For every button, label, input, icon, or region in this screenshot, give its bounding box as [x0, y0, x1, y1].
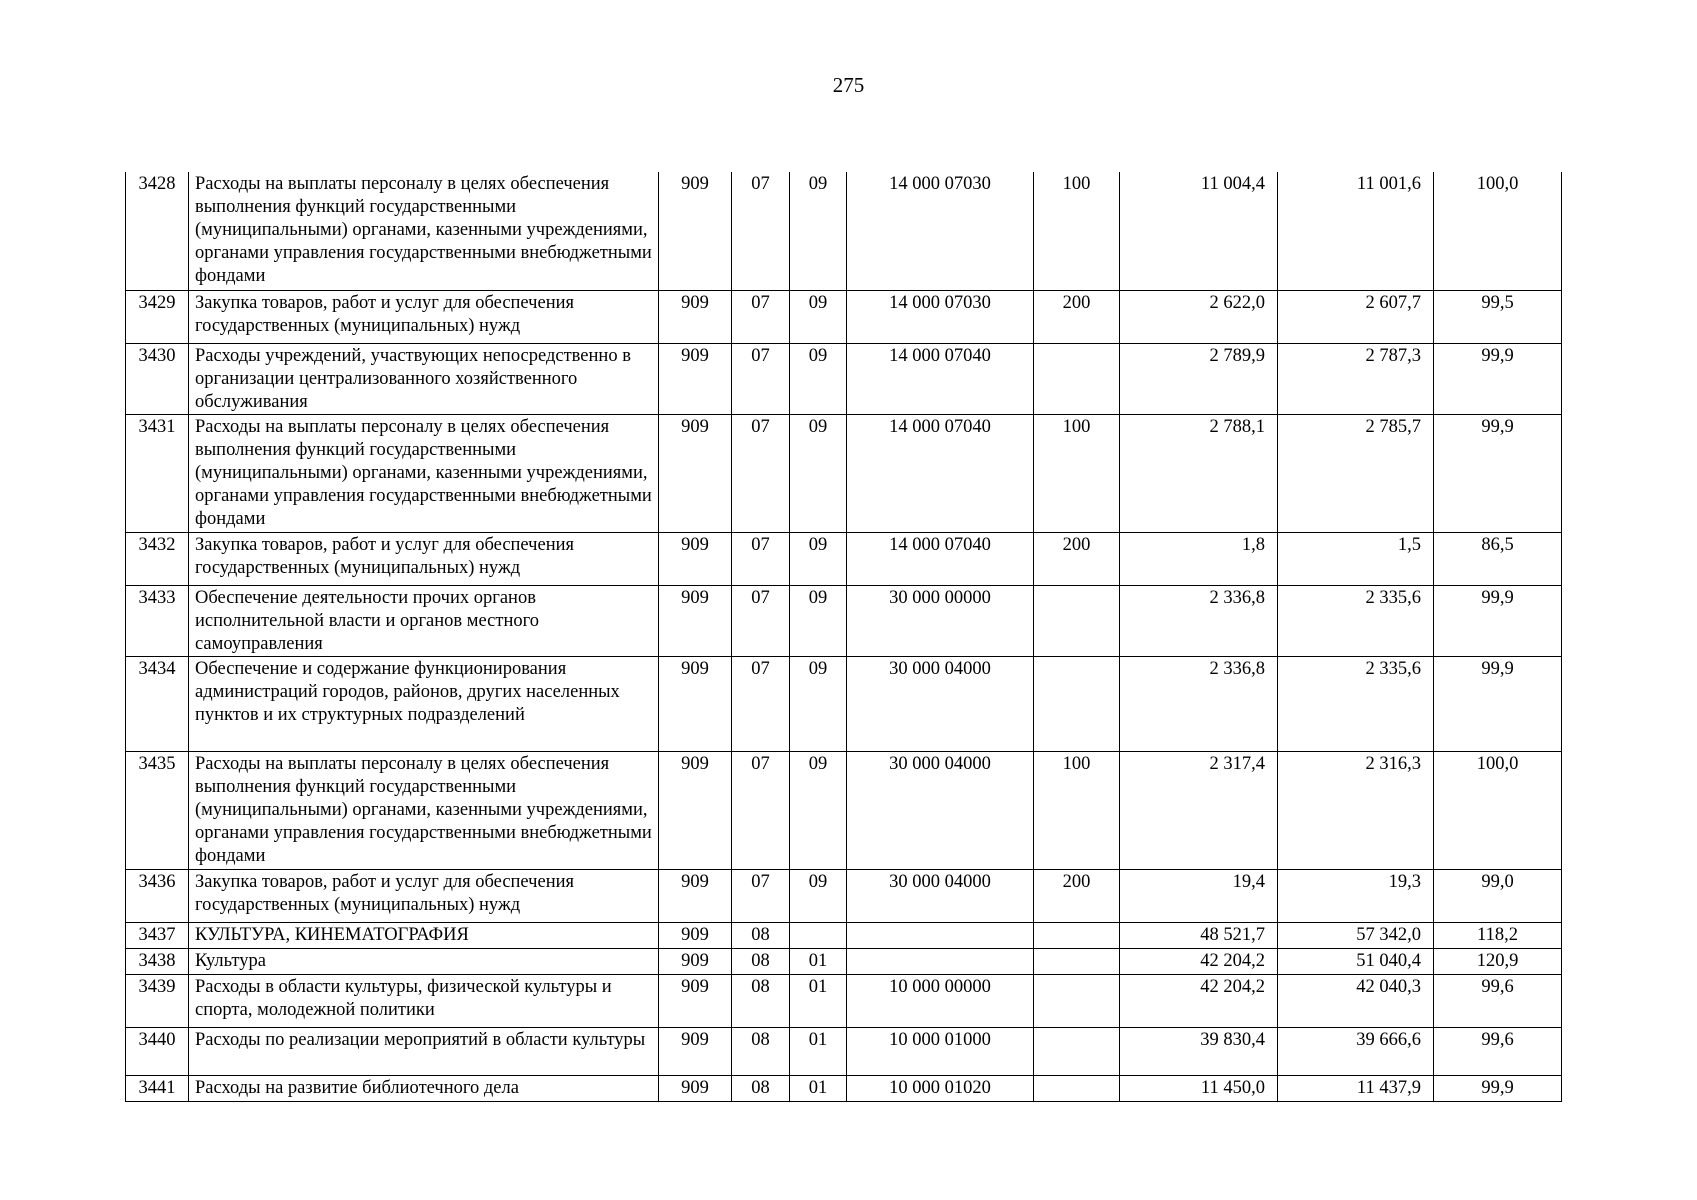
execution-percent: 99,6	[1434, 1027, 1562, 1075]
department-code: 909	[659, 343, 732, 414]
expense-type-code: 200	[1034, 869, 1120, 922]
department-code: 909	[659, 1027, 732, 1075]
row-number: 3428	[126, 172, 189, 290]
subsection-code	[790, 922, 847, 948]
expense-type-code	[1034, 922, 1120, 948]
subsection-code: 09	[790, 869, 847, 922]
expense-type-code: 100	[1034, 751, 1120, 869]
expense-name: Закупка товаров, работ и услуг для обеспечения государственных (муниципальных) нужд	[189, 532, 659, 585]
subsection-code: 09	[790, 414, 847, 532]
planned-amount: 48 521,7	[1120, 922, 1278, 948]
expense-type-code	[1034, 585, 1120, 656]
table-row	[126, 532, 1562, 585]
section-code: 07	[732, 532, 790, 585]
row-number: 3439	[126, 974, 189, 1027]
actual-amount: 2 316,3	[1278, 751, 1434, 869]
execution-percent: 99,9	[1434, 414, 1562, 532]
planned-amount: 2 317,4	[1120, 751, 1278, 869]
department-code: 909	[659, 751, 732, 869]
actual-amount: 19,3	[1278, 869, 1434, 922]
table-row	[126, 172, 1562, 290]
table-row	[126, 290, 1562, 343]
expense-name: Расходы учреждений, участвующих непосредственно в организации централизованного хозяйственного обслуживания	[189, 343, 659, 414]
subsection-code: 09	[790, 532, 847, 585]
table-row	[126, 922, 1562, 948]
planned-amount: 2 789,9	[1120, 343, 1278, 414]
target-article-code: 30 000 04000	[847, 869, 1034, 922]
section-code: 08	[732, 922, 790, 948]
target-article-code: 14 000 07030	[847, 290, 1034, 343]
section-code: 07	[732, 656, 790, 751]
section-code: 07	[732, 343, 790, 414]
department-code: 909	[659, 414, 732, 532]
execution-percent: 120,9	[1434, 948, 1562, 974]
row-number: 3438	[126, 948, 189, 974]
expense-name: Закупка товаров, работ и услуг для обеспечения государственных (муниципальных) нужд	[189, 290, 659, 343]
expense-name: Расходы на выплаты персоналу в целях обеспечения выполнения функций государственными (муниципальными) органами, казенными учреждениями, органами управления государственными внебюджетными фондами	[189, 172, 659, 290]
execution-percent: 99,9	[1434, 343, 1562, 414]
actual-amount: 11 437,9	[1278, 1075, 1434, 1101]
row-number: 3436	[126, 869, 189, 922]
expense-name: Расходы на выплаты персоналу в целях обеспечения выполнения функций государственными (муниципальными) органами, казенными учреждениями, органами управления государственными внебюджетными фондами	[189, 751, 659, 869]
execution-percent: 99,9	[1434, 656, 1562, 751]
target-article-code: 14 000 07030	[847, 172, 1034, 290]
expense-name: Расходы по реализации мероприятий в области культуры	[189, 1027, 659, 1075]
planned-amount: 11 004,4	[1120, 172, 1278, 290]
actual-amount: 2 787,3	[1278, 343, 1434, 414]
subsection-code: 09	[790, 343, 847, 414]
department-code: 909	[659, 656, 732, 751]
section-code: 08	[732, 948, 790, 974]
planned-amount: 19,4	[1120, 869, 1278, 922]
row-number: 3434	[126, 656, 189, 751]
expense-type-code	[1034, 948, 1120, 974]
row-number: 3429	[126, 290, 189, 343]
expense-type-code: 200	[1034, 290, 1120, 343]
section-code: 08	[732, 1027, 790, 1075]
table-row	[126, 656, 1562, 751]
subsection-code: 01	[790, 974, 847, 1027]
expense-name: Расходы на выплаты персоналу в целях обеспечения выполнения функций государственными (муниципальными) органами, казенными учреждениями, органами управления государственными внебюджетными фондами	[189, 414, 659, 532]
expense-type-code	[1034, 656, 1120, 751]
target-article-code: 10 000 01020	[847, 1075, 1034, 1101]
actual-amount: 2 607,7	[1278, 290, 1434, 343]
table-row	[126, 1027, 1562, 1075]
row-number: 3432	[126, 532, 189, 585]
table-row	[126, 948, 1562, 974]
execution-percent: 100,0	[1434, 751, 1562, 869]
row-number: 3437	[126, 922, 189, 948]
expense-name: КУЛЬТУРА, КИНЕМАТОГРАФИЯ	[189, 922, 659, 948]
section-code: 08	[732, 974, 790, 1027]
section-code: 07	[732, 290, 790, 343]
actual-amount: 2 335,6	[1278, 585, 1434, 656]
expense-type-code: 100	[1034, 172, 1120, 290]
department-code: 909	[659, 922, 732, 948]
budget-table	[125, 172, 1562, 1102]
page-number: 275	[832, 73, 865, 97]
expense-name: Закупка товаров, работ и услуг для обеспечения государственных (муниципальных) нужд	[189, 869, 659, 922]
table-row	[126, 974, 1562, 1027]
table-row	[126, 414, 1562, 532]
execution-percent: 99,9	[1434, 1075, 1562, 1101]
department-code: 909	[659, 172, 732, 290]
department-code: 909	[659, 1075, 732, 1101]
execution-percent: 118,2	[1434, 922, 1562, 948]
subsection-code: 09	[790, 656, 847, 751]
table-row	[126, 869, 1562, 922]
expense-type-code	[1034, 1027, 1120, 1075]
section-code: 08	[732, 1075, 790, 1101]
planned-amount: 42 204,2	[1120, 948, 1278, 974]
subsection-code: 09	[790, 172, 847, 290]
target-article-code	[847, 922, 1034, 948]
execution-percent: 99,5	[1434, 290, 1562, 343]
expense-type-code	[1034, 343, 1120, 414]
row-number: 3440	[126, 1027, 189, 1075]
planned-amount: 2 788,1	[1120, 414, 1278, 532]
expense-type-code: 200	[1034, 532, 1120, 585]
planned-amount: 2 336,8	[1120, 585, 1278, 656]
table-row	[126, 751, 1562, 869]
target-article-code: 10 000 01000	[847, 1027, 1034, 1075]
actual-amount: 57 342,0	[1278, 922, 1434, 948]
section-code: 07	[732, 585, 790, 656]
subsection-code: 01	[790, 1027, 847, 1075]
actual-amount: 51 040,4	[1278, 948, 1434, 974]
row-number: 3430	[126, 343, 189, 414]
expense-type-code	[1034, 1075, 1120, 1101]
expense-name: Обеспечение деятельности прочих органов исполнительной власти и органов местного самоуправления	[189, 585, 659, 656]
section-code: 07	[732, 751, 790, 869]
row-number: 3431	[126, 414, 189, 532]
planned-amount: 11 450,0	[1120, 1075, 1278, 1101]
expense-name: Обеспечение и содержание функционирования администраций городов, районов, других населенных пунктов и их структурных подразделений	[189, 656, 659, 751]
target-article-code: 30 000 04000	[847, 751, 1034, 869]
subsection-code: 09	[790, 751, 847, 869]
actual-amount: 1,5	[1278, 532, 1434, 585]
execution-percent: 99,6	[1434, 974, 1562, 1027]
subsection-code: 01	[790, 948, 847, 974]
actual-amount: 39 666,6	[1278, 1027, 1434, 1075]
row-number: 3433	[126, 585, 189, 656]
target-article-code: 14 000 07040	[847, 414, 1034, 532]
row-number: 3435	[126, 751, 189, 869]
department-code: 909	[659, 290, 732, 343]
target-article-code	[847, 948, 1034, 974]
table-row	[126, 343, 1562, 414]
planned-amount: 42 204,2	[1120, 974, 1278, 1027]
department-code: 909	[659, 974, 732, 1027]
actual-amount: 11 001,6	[1278, 172, 1434, 290]
section-code: 07	[732, 414, 790, 532]
actual-amount: 2 335,6	[1278, 656, 1434, 751]
subsection-code: 09	[790, 290, 847, 343]
expense-name: Расходы на развитие библиотечного дела	[189, 1075, 659, 1101]
table-body	[126, 172, 1562, 1101]
section-code: 07	[732, 172, 790, 290]
table-row	[126, 1075, 1562, 1101]
subsection-code: 01	[790, 1075, 847, 1101]
section-code: 07	[732, 869, 790, 922]
planned-amount: 2 622,0	[1120, 290, 1278, 343]
planned-amount: 1,8	[1120, 532, 1278, 585]
target-article-code: 14 000 07040	[847, 532, 1034, 585]
actual-amount: 42 040,3	[1278, 974, 1434, 1027]
department-code: 909	[659, 585, 732, 656]
target-article-code: 30 000 04000	[847, 656, 1034, 751]
row-number: 3441	[126, 1075, 189, 1101]
department-code: 909	[659, 532, 732, 585]
target-article-code: 10 000 00000	[847, 974, 1034, 1027]
execution-percent: 86,5	[1434, 532, 1562, 585]
expense-type-code	[1034, 974, 1120, 1027]
expense-name: Культура	[189, 948, 659, 974]
department-code: 909	[659, 869, 732, 922]
expense-type-code: 100	[1034, 414, 1120, 532]
execution-percent: 99,9	[1434, 585, 1562, 656]
target-article-code: 30 000 00000	[847, 585, 1034, 656]
execution-percent: 100,0	[1434, 172, 1562, 290]
actual-amount: 2 785,7	[1278, 414, 1434, 532]
planned-amount: 2 336,8	[1120, 656, 1278, 751]
subsection-code: 09	[790, 585, 847, 656]
execution-percent: 99,0	[1434, 869, 1562, 922]
planned-amount: 39 830,4	[1120, 1027, 1278, 1075]
table-row	[126, 585, 1562, 656]
target-article-code: 14 000 07040	[847, 343, 1034, 414]
expense-name: Расходы в области культуры, физической культуры и спорта, молодежной политики	[189, 974, 659, 1027]
department-code: 909	[659, 948, 732, 974]
